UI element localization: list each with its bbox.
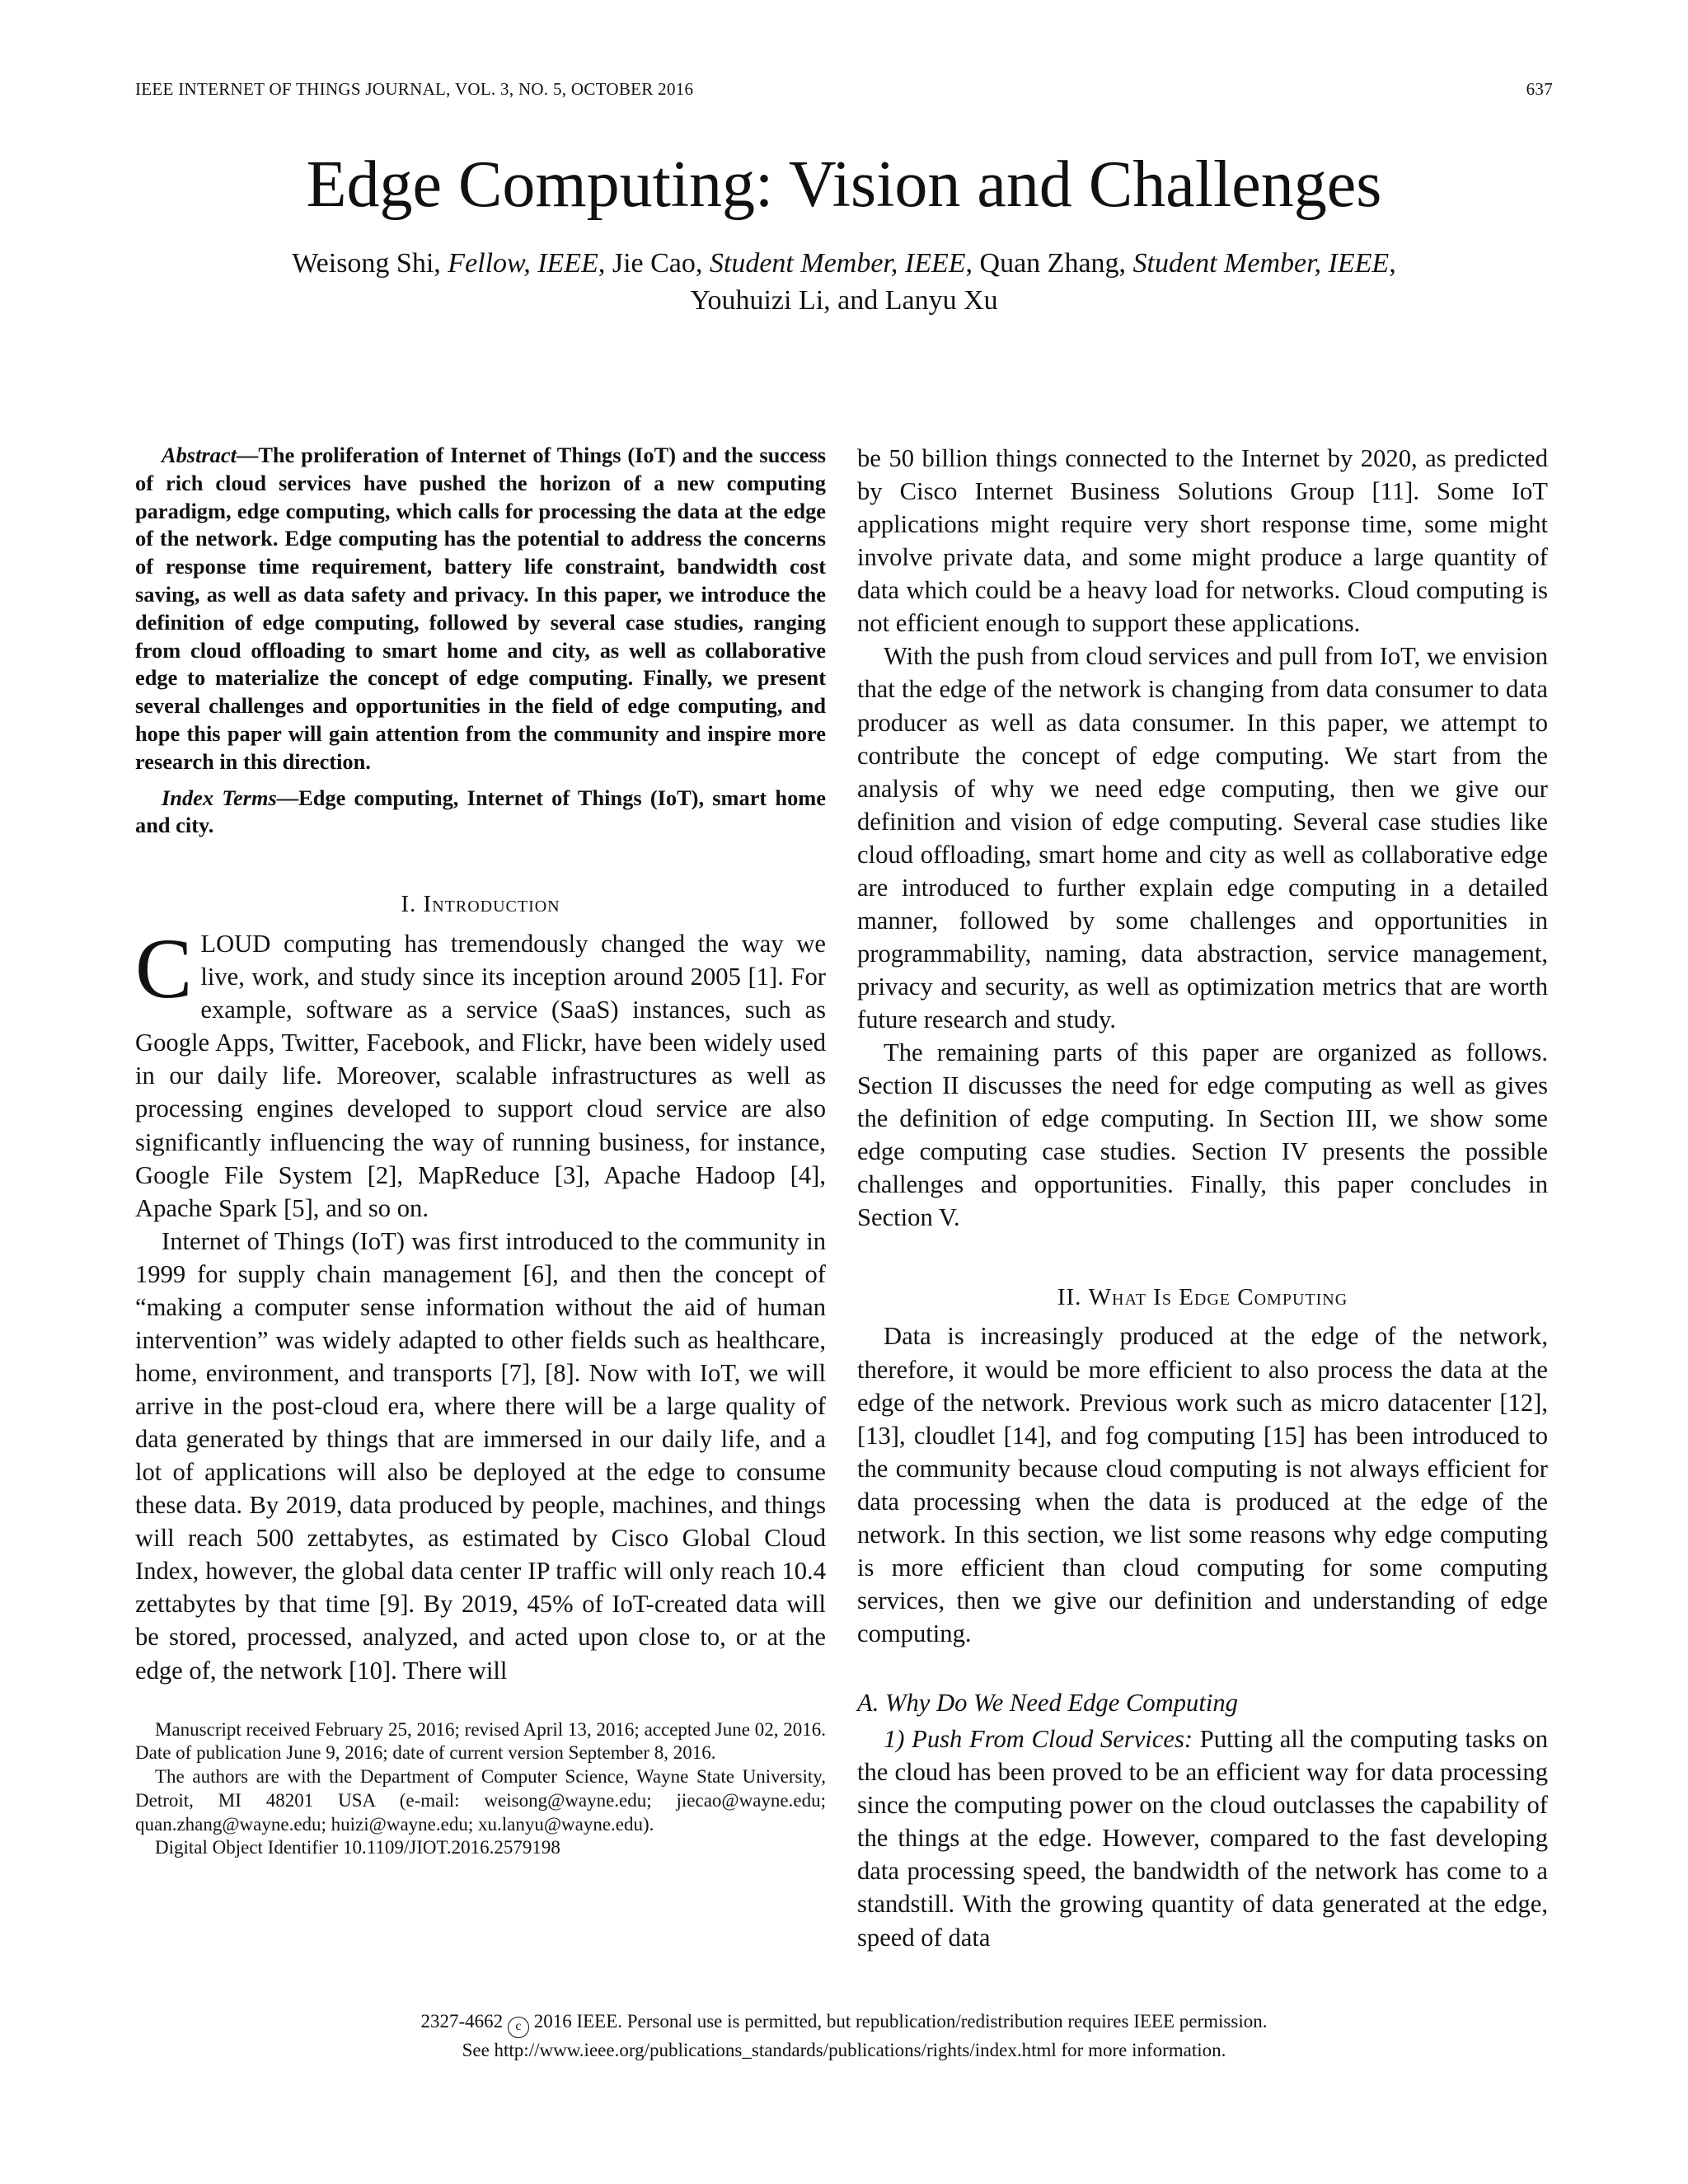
subsection-heading-why-edge: A. Why Do We Need Edge Computing [857, 1689, 1238, 1718]
section-heading-introduction [135, 889, 826, 921]
right-column [857, 442, 1548, 1954]
section-2-paragraph-1: Data is increasingly produced at the edge of the network, therefore, it would be more efficient to also process the data at the edge of the network. Previous work such as micro datacenter [12], [13], cloudlet [14], and fog computing [15] has been introduced to the community because cloud computing is not always efficient for data processing when the data is produced at the edge of the network. In this section, we list some reasons why edge computing is more efficient than cloud computing for some computing services, then we give our definition and understanding of edge computing. [857, 1322, 1548, 1648]
right-paragraph-3: The remaining parts of this paper are organized as follows. Section II discusses the need for edge computing as well as gives the definition of edge computing. In Section III, we show some edge computing case studies. Section IV presents the possible challenges and opportunities. Finally, this paper concludes in Section V. [857, 1038, 1548, 1232]
section-title: Introduction [423, 891, 560, 918]
footnote-doi: Digital Object Identifier 10.1109/JIOT.2016.2579198 [155, 1837, 560, 1858]
footnote [135, 1718, 826, 1861]
author-2-name: , Jie Cao, [598, 248, 703, 279]
footnote-affiliation: The authors are with the Department of Computer Science, Wayne State University, Detroit, MI 48201 USA (e-mail: weisong@wayne.edu; jiecao@wayne.edu; quan.zhang@wayne.edu; huizi@wayne.edu; xu.lanyu@wayne.edu). [135, 1766, 826, 1835]
subsubsection-text-push: Putting all the computing tasks on the cloud has been proved to be an efficient way for data processing since the computing power on the cloud outclasses the capability of the things at the edge. However, compared to the fast developing data processing speed, the bandwidth of the network has come to a standstill. With the growing quantity of data generated at the edge, speed of data [857, 1725, 1548, 1952]
right-paragraph-1: be 50 billion things connected to the Internet by 2020, as predicted by Cisco Internet Business Solutions Group [11]. Some IoT applications might require very short response time, some might involve private data, and some might produce a large quantity of data which could be a heavy load for networks. Cloud computing is not efficient enough to support these applications. [857, 444, 1548, 638]
index-terms-text: —Edge computing, Internet of Things (IoT), smart home and city. [135, 785, 826, 838]
author-2-role: Student Member, IEEE [709, 248, 966, 279]
abstract-text: —The proliferation of Internet of Things (IoT) and the success of rich cloud services have pushed the horizon of a new computing paradigm, edge computing, which calls for processing the data at the edge of the network. Edge computing has the potential to address the concerns of response time requirement, battery life constraint, bandwidth cost saving, as well as data safety and privacy. In this paper, we introduce the definition of edge computing, followed by several case studies, ranging from cloud offloading to smart home and city, as well as collaborative edge to materialize the concept of edge computing. Finally, we present several challenges and opportunities in the field of edge computing, and hope this paper will gain attention from the community and inspire more research in this direction. [135, 443, 826, 774]
abstract [135, 442, 826, 776]
rights-url-line: See http://www.ieee.org/publications_standards/publications/rights/index.html for more information. [462, 2040, 1226, 2060]
journal-name: IEEE INTERNET OF THINGS JOURNAL, VOL. 3, NO. 5, OCTOBER 2016 [135, 79, 694, 99]
index-terms [135, 785, 826, 841]
subsubsection-paragraph-push [857, 1722, 1548, 1953]
copyright-icon: c [508, 2017, 529, 2038]
author-1-name: Weisong Shi, [292, 248, 441, 279]
author-3-name: , Quan Zhang, [965, 248, 1127, 279]
section-number: I. [401, 891, 417, 918]
drop-cap: C [135, 921, 193, 1017]
section-heading-edge-computing [857, 1282, 1548, 1314]
section-number: II. [1057, 1283, 1082, 1310]
section-title: What Is Edge Computing [1088, 1283, 1348, 1310]
intro-paragraph-2: Internet of Things (IoT) was first introduced to the community in 1999 for supply chain management [6], and then the concept of “making a computer sense information without the aid of human intervention” was widely adapted to other fields such as healthcare, home, environment, and transports [7], [8]. Now with IoT, we will arrive in the post-cloud era, where there will be a large quality of data generated by things that are immersed in our daily life, and a lot of applications will also be deployed at the edge to consume these data. By 2019, data produced by people, machines, and things will reach 500 zettabytes, as estimated by Cisco Global Cloud Index, however, the global data center IP traffic will only reach 10.4 zettabytes by that time [9]. By 2019, 45% of IoT-created data will be stored, processed, analyzed, and acted upon close to, or at the edge of, the network [10]. There will [135, 1226, 826, 1685]
author-line-tail: , [1389, 248, 1396, 279]
page-number: 637 [1526, 79, 1553, 99]
right-paragraph-2: With the push from cloud services and pull from IoT, we envision that the edge of the network is changing from data consumer to data producer as well as data consumer. In this paper, we attempt to contribute the concept of edge computing. We start from the analysis of why we need edge computing, then we give our definition and vision of edge computing. Several case studies like cloud offloading, smart home and city as well as collaborative edge are introduced to further explain edge computing in a detailed manner, followed by some challenges and opportunities in programmability, naming, data abstraction, service management, privacy and security, as well as optimization metrics that are worth future research and study. [857, 642, 1548, 1034]
abstract-label: Abstract [162, 443, 237, 467]
left-column [135, 442, 826, 1860]
author-list [165, 246, 1523, 320]
issn: 2327-4662 [420, 2011, 504, 2032]
paper-title: Edge Computing: Vision and Challenges [306, 148, 1382, 221]
subsubsection-title-push: 1) Push From Cloud Services: [884, 1725, 1193, 1754]
running-head [135, 79, 1553, 100]
copyright-text: 2016 IEEE. Personal use is permitted, but republication/redistribution requires IEEE permission. [533, 2011, 1268, 2032]
footnote-received: Manuscript received February 25, 2016; revised April 13, 2016; accepted June 02, 2016. Date of publication June 9, 2016; date of current version September 8, 2016. [135, 1718, 826, 1764]
intro-paragraph-1 [135, 921, 826, 1225]
intro-paragraph-1-text: LOUD computing has tremendously changed the way we live, work, and study since its inception around 2005 [1]. For example, software as a service (SaaS) instances, such as Google Apps, Twitter, Facebook, and Flickr, have been widely used in our daily life. Moreover, scalable infrastructures as well as processing engines developed to support cloud service are also significantly influencing the way of running business, for instance, Google File System [2], MapReduce [3], Apache Hadoop [4], Apache Spark [5], and so on. [135, 930, 826, 1222]
page-footer [0, 2009, 1688, 2063]
author-3-role: Student Member, IEEE [1132, 248, 1390, 279]
author-line-2: Youhuizi Li, and Lanyu Xu [690, 284, 998, 316]
author-1-role: Fellow, IEEE [448, 248, 598, 279]
index-terms-label: Index Terms [162, 785, 277, 810]
